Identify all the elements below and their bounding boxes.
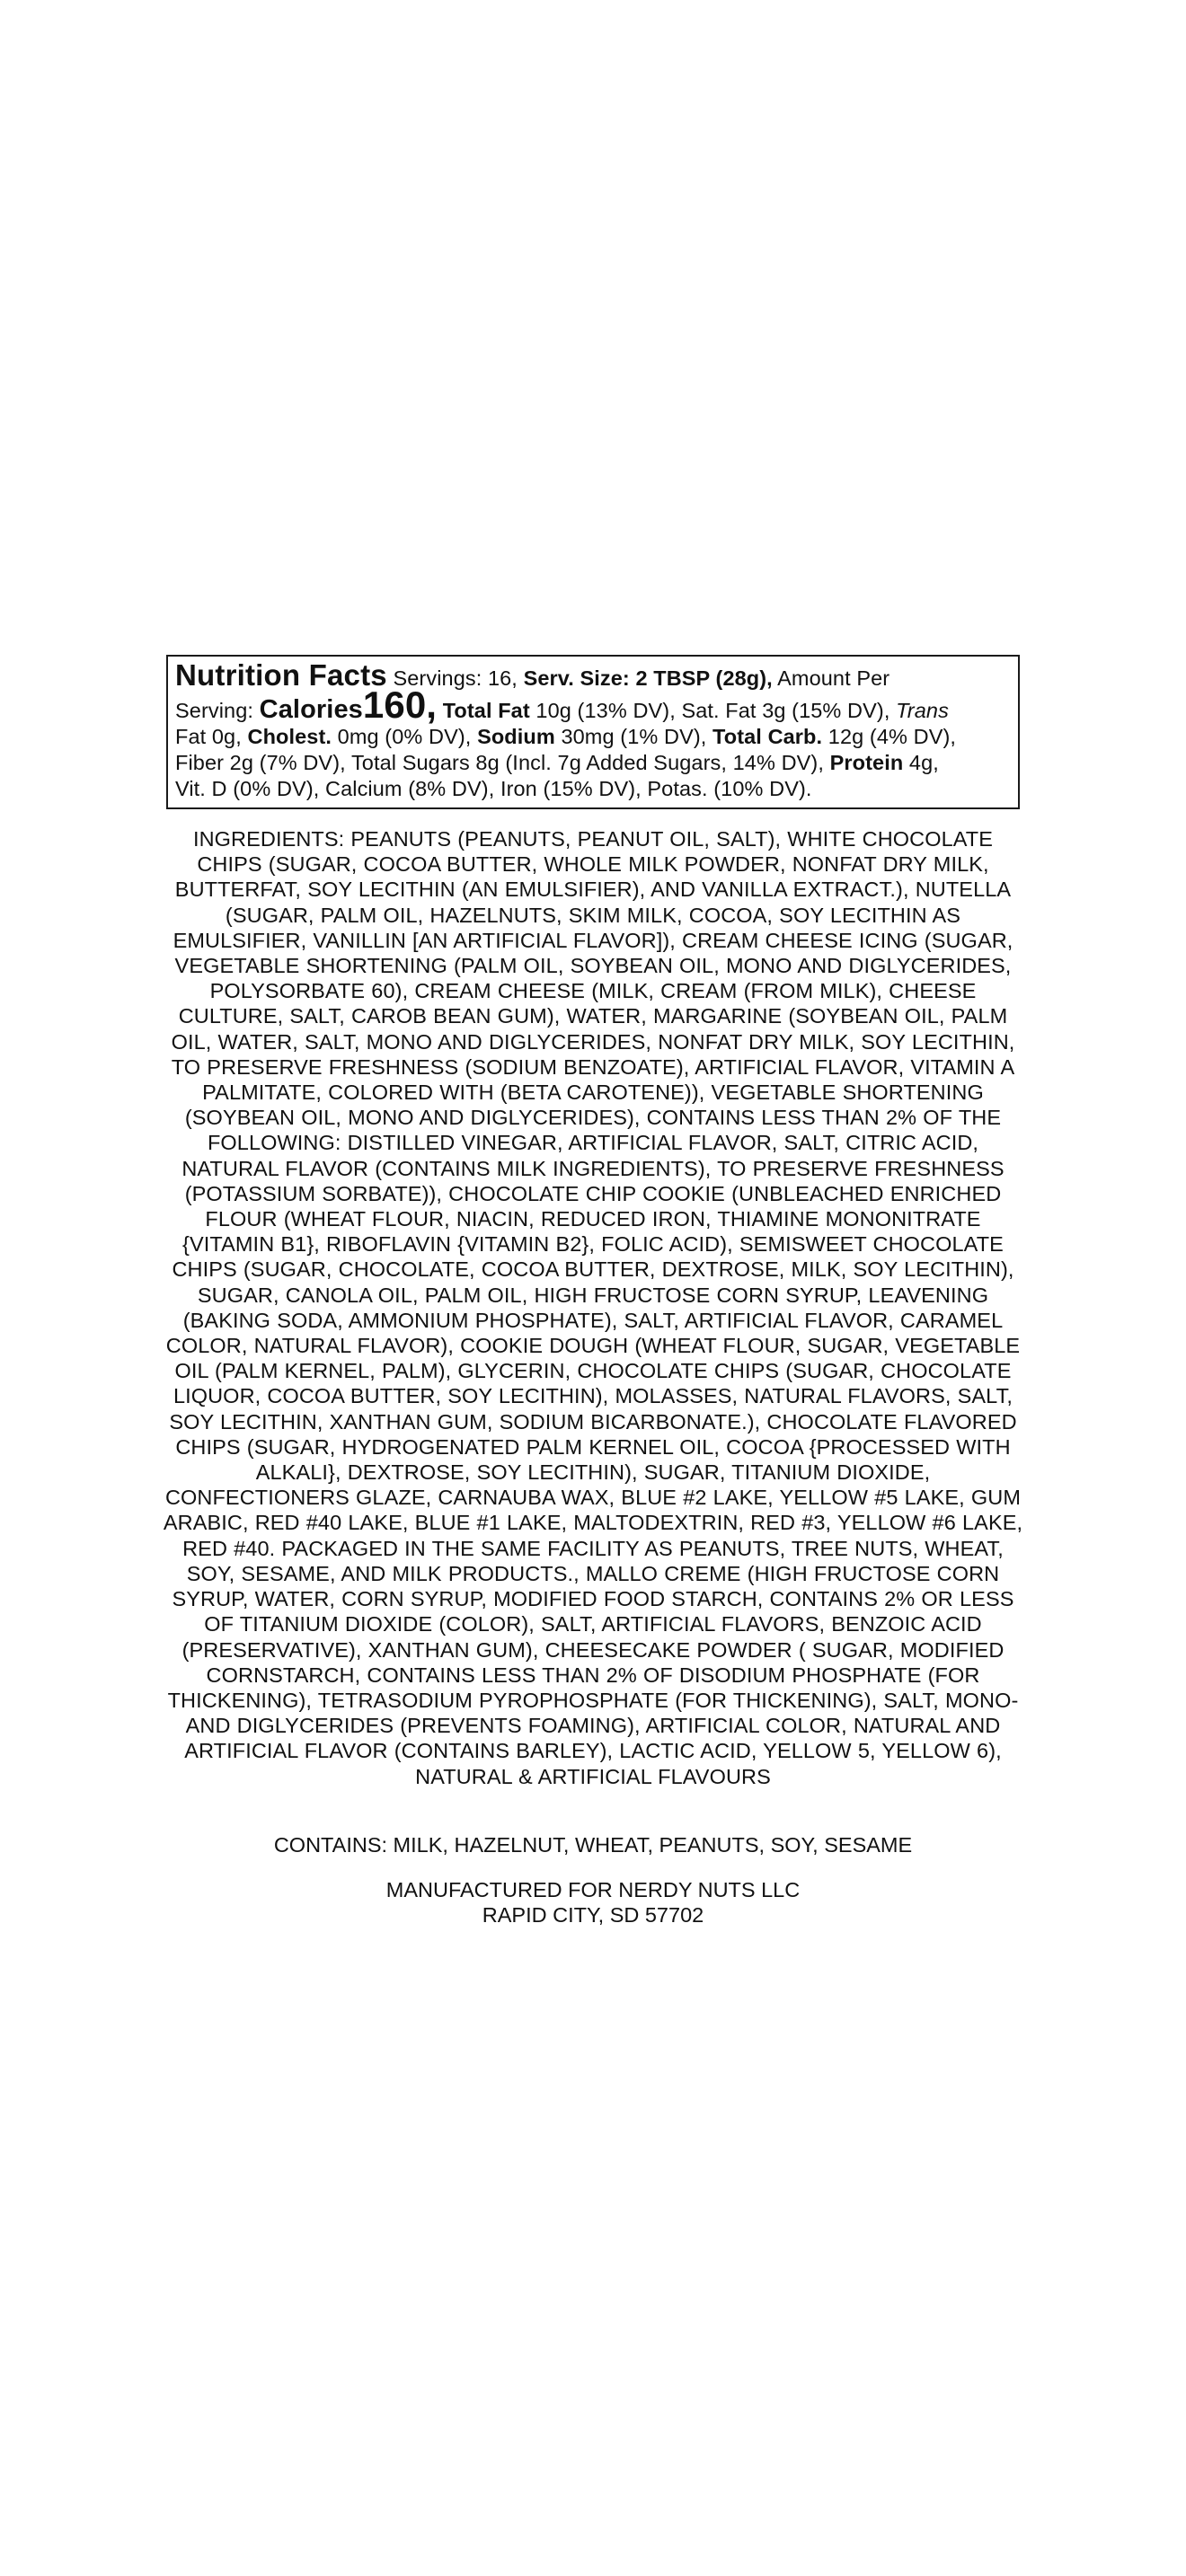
amount-per-text: Amount Per bbox=[777, 666, 890, 690]
nutrition-line-5 bbox=[175, 776, 1011, 802]
calories-value: 160, bbox=[362, 684, 438, 726]
sodium-label: Sodium bbox=[477, 725, 555, 748]
nutrition-line-1 bbox=[175, 658, 1011, 692]
nutrition-facts-panel bbox=[166, 655, 1020, 809]
total-fat-label: Total Fat bbox=[442, 699, 530, 722]
sodium-value: 30mg (1% DV), bbox=[561, 725, 707, 748]
fiber-sugars-text: Fiber 2g (7% DV), Total Sugars 8g (Incl. 7g Added Sugars, 14% DV), bbox=[175, 751, 824, 774]
nutrition-line-2 bbox=[175, 684, 1011, 726]
manufacturer-info bbox=[162, 1877, 1024, 1928]
servings-text: Servings: 16, bbox=[393, 666, 518, 690]
nutrition-line-3 bbox=[175, 724, 1011, 750]
total-carb-label: Total Carb. bbox=[712, 725, 823, 748]
trans-label: Trans bbox=[896, 699, 949, 722]
cholesterol-value: 0mg (0% DV), bbox=[337, 725, 472, 748]
total-carb-value: 12g (4% DV), bbox=[828, 725, 957, 748]
serving-size-text: Serv. Size: 2 TBSP (28g), bbox=[523, 666, 773, 690]
manufacturer-line-1: MANUFACTURED FOR NERDY NUTS LLC bbox=[385, 1878, 801, 1901]
calories-label: Calories bbox=[259, 695, 363, 724]
cholesterol-label: Cholest. bbox=[247, 725, 332, 748]
protein-value: 4g, bbox=[908, 751, 939, 774]
allergen-contains-text: CONTAINS: MILK, HAZELNUT, WHEAT, PEANUTS, SOY, SESAME bbox=[273, 1833, 913, 1857]
nutrition-line-4 bbox=[175, 750, 1011, 776]
trans-fat-value: Fat 0g, bbox=[175, 725, 242, 748]
nutrition-facts-title: Nutrition Facts bbox=[175, 658, 387, 692]
protein-label: Protein bbox=[829, 751, 904, 774]
serving-text: Serving: bbox=[175, 699, 254, 722]
vitamins-text: Vit. D (0% DV), Calcium (8% DV), Iron (15% DV), Potas. (10% DV). bbox=[175, 777, 812, 800]
total-fat-value: 10g (13% DV), Sat. Fat 3g (15% DV), bbox=[535, 699, 890, 722]
ingredients-text: INGREDIENTS: PEANUTS (PEANUTS, PEANUT OIL, SALT), WHITE CHOCOLATE CHIPS (SUGAR, COCOA BUTTER, WHOLE MILK POWDER, NONFAT DRY MILK, BUTTERFAT, SOY LECITHIN (AN EMULSIFIER), AND VANILLA EXTRACT.), NUTELLA (SUGAR, PALM OIL, HAZELNUTS, SKIM MILK, COCOA, SOY LECITHIN AS EMULSIFIER, VANILLIN [AN ARTIFICIAL FLAVOR]), CREAM CHEESE ICING (SUGAR, VEGETABLE SHORTENING (PALM OIL, SOYBEAN OIL, MONO AND DIGLYCERIDES, POLYSORBATE 60), CREAM CHEESE (MILK, CREAM (FROM MILK), CHEESE CULTURE, SALT, CAROB BEAN GUM), WATER, MARGARINE (SOYBEAN OIL, PALM OIL, WATER, SALT, MONO AND DIGLYCERIDES, NONFAT DRY MILK, SOY LECITHIN, TO PRESERVE FRESHNESS (SODIUM BENZOATE), ARTIFICIAL FLAVOR, VITAMIN A PALMITATE, COLORED WITH (BETA CAROTENE)), VEGETABLE SHORTENING (SOYBEAN OIL, MONO AND DIGLYCERIDES), CONTAINS LESS THAN 2% OF THE FOLLOWING: DISTILLED VINEGAR, ARTIFICIAL FLAVOR, SALT, CITRIC ACID, NATURAL FLAVOR (CONTAINS MILK INGREDIENTS), TO PRESERVE FRESHNESS (POTASSIUM SORBATE)), CHOCOLATE CHIP COOKIE (UNBLEACHED ENRICHED FLOUR (WHEAT FLOUR, NIACIN, REDUCED IRON, THIAMINE MONONITRATE {VITAMIN B1}, RIBOFLAVIN {VITAMIN B2}, FOLIC ACID), SEMISWEET CHOCOLATE CHIPS (SUGAR, CHOCOLATE, COCOA BUTTER, DEXTROSE, MILK, SOY LECITHIN), SUGAR, CANOLA OIL, PALM OIL, HIGH FRUCTOSE CORN SYRUP, LEAVENING (BAKING SODA, AMMONIUM PHOSPHATE), SALT, ARTIFICIAL FLAVOR, CARAMEL COLOR, NATURAL FLAVOR), COOKIE DOUGH (WHEAT FLOUR, SUGAR, VEGETABLE OIL (PALM KERNEL, PALM), GLYCERIN, CHOCOLATE CHIPS (SUGAR, CHOCOLATE LIQUOR, COCOA BUTTER, SOY LECITHIN), MOLASSES, NATURAL FLAVORS, SALT, SOY LECITHIN, XANTHAN GUM, SODIUM BICARBONATE.), CHOCOLATE FLAVORED CHIPS (SUGAR, HYDROGENATED PALM KERNEL OIL, COCOA {PROCESSED WITH ALKALI}, DEXTROSE, SOY LECITHIN), SUGAR, TITANIUM DIOXIDE, CONFECTIONERS GLAZE, CARNAUBA WAX, BLUE #2 LAKE, YELLOW #5 LAKE, GUM ARABIC, RED #40 LAKE, BLUE #1 LAKE, MALTODEXTRIN, RED #3, YELLOW #6 LAKE, RED #40. PACKAGED IN THE SAME FACILITY AS PEANUTS, TREE NUTS, WHEAT, SOY, SESAME, AND MILK PRODUCTS., MALLO CREME (HIGH FRUCTOSE CORN SYRUP, WATER, CORN SYRUP, MODIFIED FOOD STARCH, CONTAINS 2% OR LESS OF TITANIUM DIOXIDE (COLOR), SALT, ARTIFICIAL FLAVORS, BENZOIC ACID (PRESERVATIVE), XANTHAN GUM), CHEESECAKE POWDER ( SUGAR, MODIFIED CORNSTARCH, CONTAINS LESS THAN 2% OF DISODIUM PHOSPHATE (FOR THICKENING), TETRASODIUM PYROPHOSPHATE (FOR THICKENING), SALT, MONO- AND DIGLYCERIDES (PREVENTS FOAMING), ARTIFICIAL COLOR, NATURAL AND ARTIFICIAL FLAVOR (CONTAINS BARLEY), LACTIC ACID, YELLOW 5, YELLOW 6), NATURAL & ARTIFICIAL FLAVOURS bbox=[163, 827, 1023, 1788]
manufacturer-line-2: RAPID CITY, SD 57702 bbox=[482, 1903, 704, 1927]
